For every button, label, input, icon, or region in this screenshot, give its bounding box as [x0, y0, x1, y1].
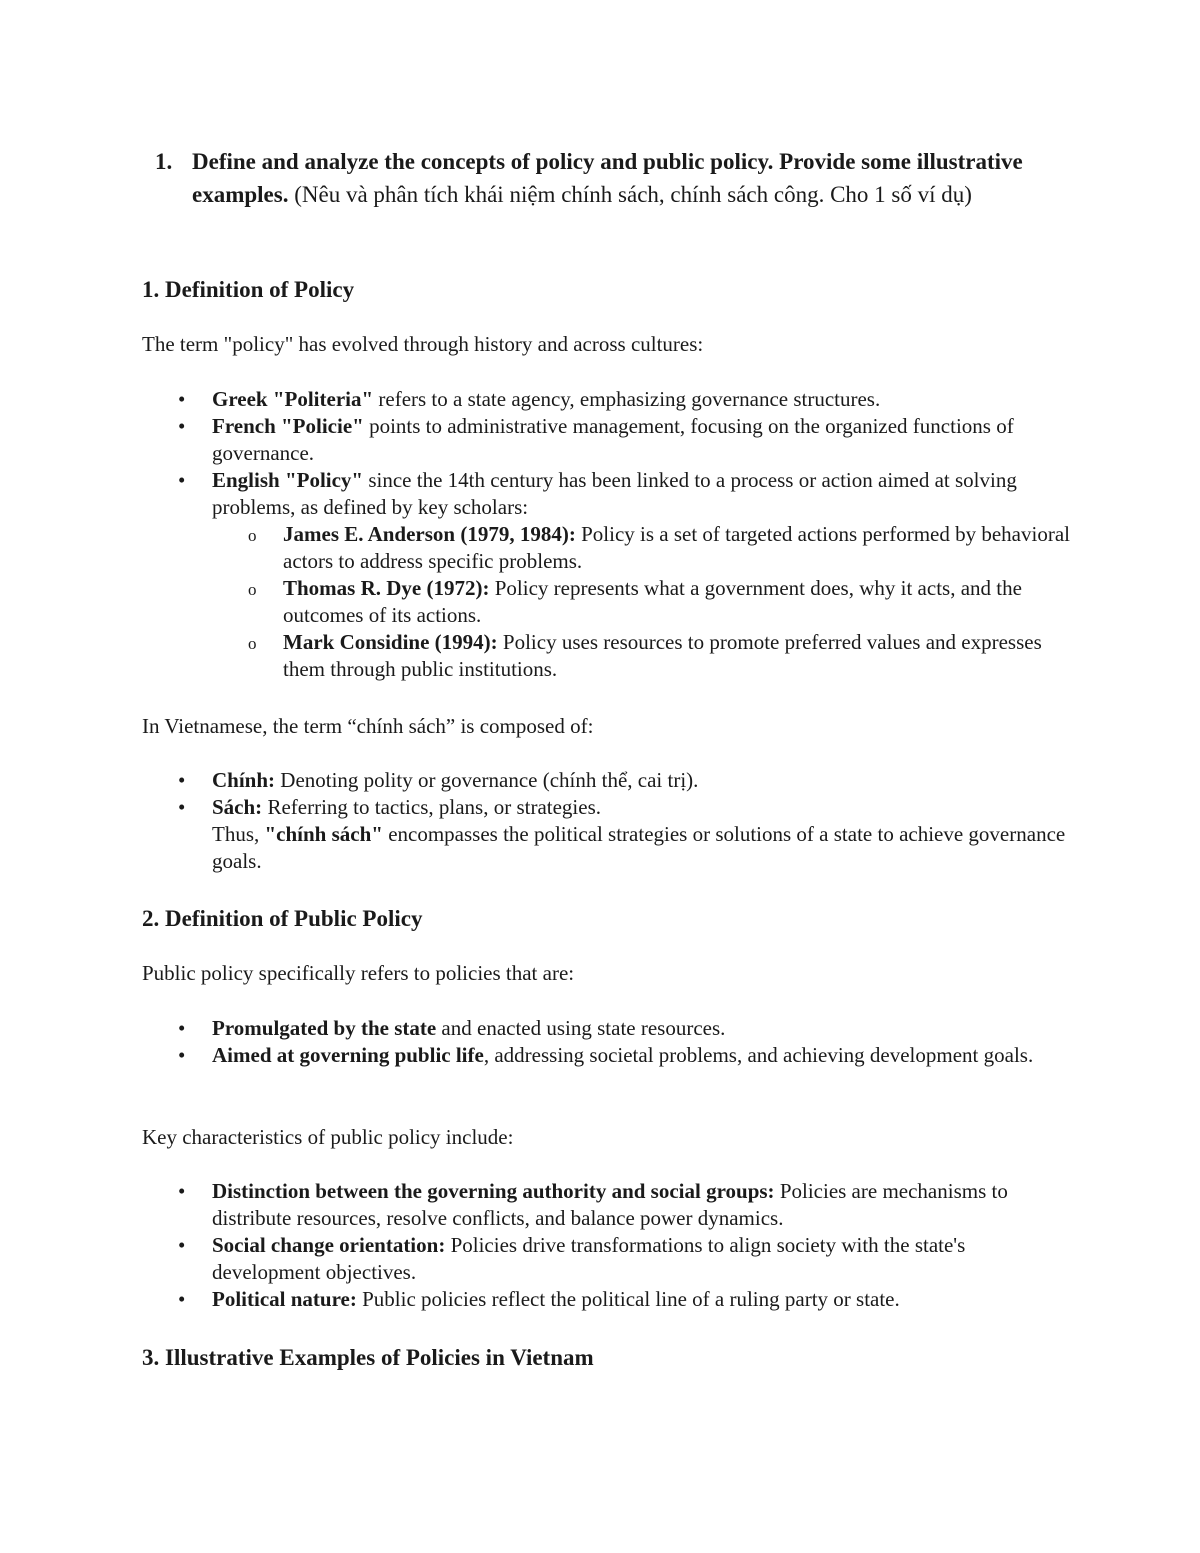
list-item [142, 1178, 1072, 1232]
list-item-term: Promulgated by the state [212, 1016, 437, 1040]
bullet-icon: • [178, 468, 186, 492]
list-item [142, 1286, 1072, 1313]
bullet-icon: • [178, 1179, 186, 1203]
vietnamese-term-list [142, 767, 1072, 875]
section-2-intro: Public policy specifically refers to policies that are: [142, 961, 575, 985]
bullet-icon: • [178, 414, 186, 438]
list-item [142, 1232, 1072, 1286]
list-item [142, 794, 1072, 875]
section-2-title: 2. Definition of Public Policy [142, 906, 423, 931]
list-item-text: Policies drive transformations to align society with the state's development objectives. [212, 1233, 966, 1284]
list-item-text: Public policies reflect the political line of a ruling party or state. [356, 1287, 900, 1311]
bullet-icon: • [178, 1043, 186, 1067]
public-policy-list [142, 1015, 1072, 1069]
list-item [142, 1015, 1072, 1042]
section-1-title: 1. Definition of Policy [142, 277, 355, 302]
list-item-term: Political nature: [212, 1287, 357, 1311]
vietnamese-term-intro: In Vietnamese, the term “chính sách” is composed of: [142, 714, 594, 738]
conclusion-text: encompasses the political strategies or solutions of a state to achieve governance goals. [212, 822, 1066, 873]
list-item [212, 521, 1072, 575]
policy-origin-list [142, 386, 1072, 683]
question-number: 1. [155, 149, 173, 174]
section-3-title: 3. Illustrative Examples of Policies in Vietnam [142, 1345, 594, 1370]
question-heading [155, 145, 1065, 211]
bullet-icon: • [178, 387, 186, 411]
list-item [142, 1042, 1072, 1069]
list-item-text: refers to a state agency, emphasizing governance structures. [373, 387, 881, 411]
list-item-term: Greek "Politeria" [212, 387, 374, 411]
list-item-text: Policy represents what a government does, why it acts, and the outcomes of its actions. [283, 576, 1022, 627]
list-item-term: Chính: [212, 768, 276, 792]
list-item-text: Policy is a set of targeted actions performed by behavioral actors to address specific problems. [283, 522, 1070, 573]
bullet-icon: • [178, 768, 186, 792]
list-item-text: Policy uses resources to promote preferred values and expresses them through public institutions. [283, 630, 1042, 681]
list-item-term: English "Policy" [212, 468, 364, 492]
list-item-text: since the 14th century has been linked to a process or action aimed at solving problems, as defined by key scholars: [212, 468, 1017, 519]
list-item-term: James E. Anderson (1979, 1984): [283, 522, 576, 546]
bullet-icon: • [178, 1233, 186, 1257]
question-text [192, 145, 1065, 211]
list-item [142, 386, 1072, 413]
list-item [142, 413, 1072, 467]
conclusion-prefix: Thus, [212, 822, 265, 846]
list-item-term: Mark Considine (1994): [283, 630, 498, 654]
list-item-text: Denoting polity or governance (chính thể, cai trị). [275, 768, 699, 792]
list-item [212, 629, 1072, 683]
question-title-bold: Define and analyze the concepts of policy and public policy. Provide some illustrative examples. [192, 149, 1023, 207]
list-item [142, 467, 1072, 683]
list-item-term: Aimed at governing public life [212, 1043, 484, 1067]
list-item-text: points to administrative management, focusing on the organized functions of governance. [212, 414, 1014, 465]
list-item-text: and enacted using state resources. [436, 1016, 726, 1040]
bullet-icon: • [178, 1016, 186, 1040]
list-item [142, 767, 1072, 794]
circle-bullet-icon: o [248, 634, 257, 653]
list-item-term: Social change orientation: [212, 1233, 446, 1257]
question-title-vietnamese: (Nêu và phân tích khái niệm chính sách, chính sách công. Cho 1 số ví dụ) [288, 182, 972, 207]
scholar-definitions-list [212, 521, 1072, 683]
list-item-term: Thomas R. Dye (1972): [283, 576, 490, 600]
section-1-intro: The term "policy" has evolved through history and across cultures: [142, 332, 704, 356]
characteristics-list [142, 1178, 1072, 1313]
vietnamese-term-conclusion [212, 821, 1072, 875]
list-item-text: , addressing societal problems, and achieving development goals. [483, 1043, 1034, 1067]
bullet-icon: • [178, 795, 186, 819]
list-item [212, 575, 1072, 629]
circle-bullet-icon: o [248, 580, 257, 599]
list-item-text: Policies are mechanisms to distribute resources, resolve conflicts, and balance power dynamics. [212, 1179, 1008, 1230]
list-item-term: Distinction between the governing authority and social groups: [212, 1179, 775, 1203]
conclusion-term: "chính sách" [264, 822, 383, 846]
list-item-text: Referring to tactics, plans, or strategies. [262, 795, 601, 819]
list-item-term: Sách: [212, 795, 263, 819]
characteristics-intro: Key characteristics of public policy include: [142, 1125, 514, 1149]
circle-bullet-icon: o [248, 526, 257, 545]
list-item-term: French "Policie" [212, 414, 364, 438]
bullet-icon: • [178, 1287, 186, 1311]
